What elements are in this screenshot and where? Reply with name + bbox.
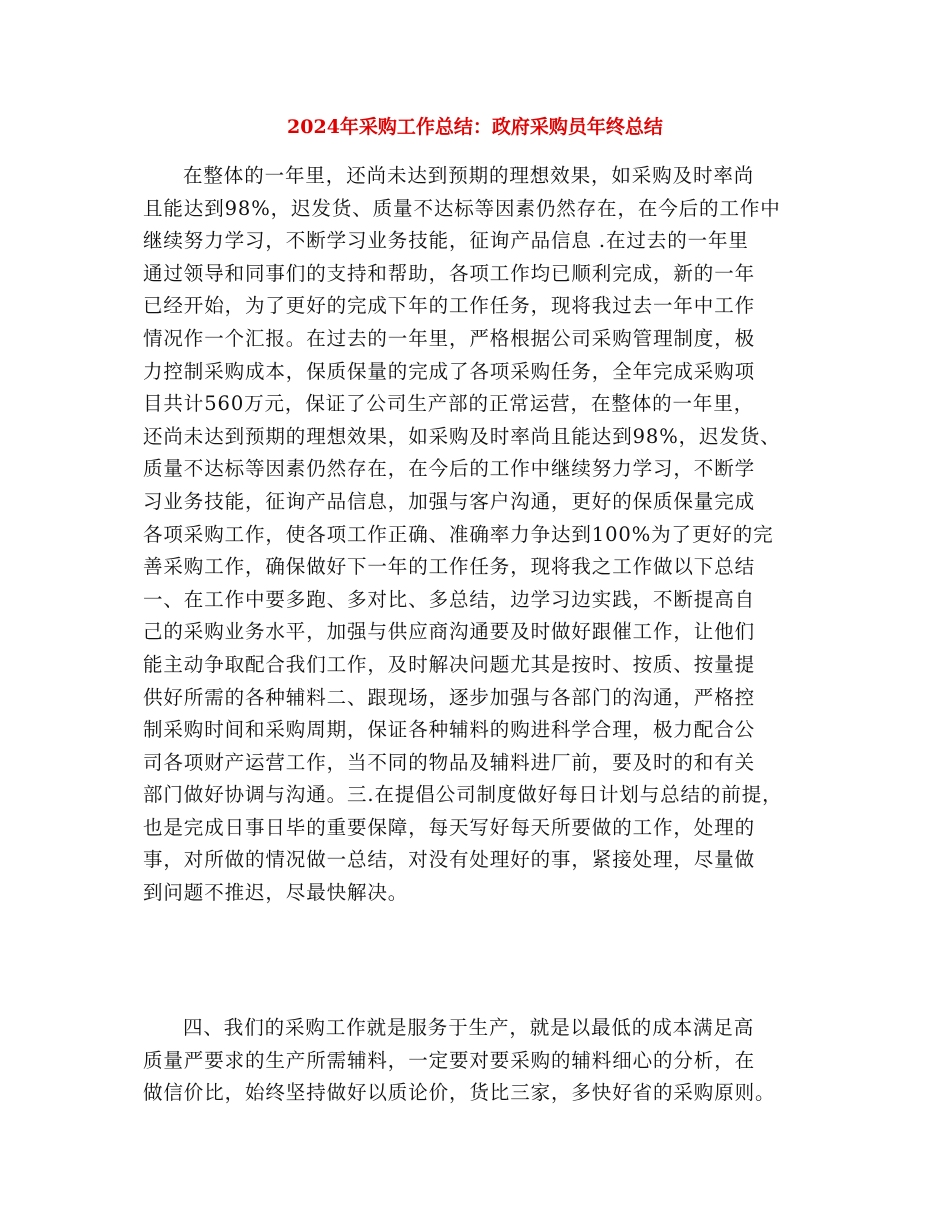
text-line: 做信价比，始终坚持做好以质论价，货比三家，多快好省的采购原则。	[143, 1081, 776, 1105]
body-paragraph-1	[143, 160, 813, 910]
text-line: 力控制采购成本，保质保量的完成了各项采购任务，全年完成采购项	[143, 359, 756, 383]
text-line: 一、在工作中要多跑、多对比、多总结，边学习边实践，不断提高自	[143, 587, 756, 611]
text-line: 司各项财产运营工作，当不同的物品及辅料进厂前，要及时的和有关	[143, 750, 756, 774]
text-line: 到问题不推迟，尽最快解决。	[143, 881, 409, 905]
text-line: 各项采购工作，使各项工作正确、准确率力争达到100%为了更好的完	[143, 522, 774, 546]
text-line: 情况作一个汇报。在过去的一年里，严格根据公司采购管理制度，极	[143, 326, 756, 350]
text-line: 四、我们的采购工作就是服务于生产，就是以最低的成本满足高	[183, 1016, 755, 1039]
text-line: 质量不达标等因素仍然存在，在今后的工作中继续努力学习，不断学	[143, 457, 756, 481]
text-line: 也是完成日事日毕的重要保障，每天写好每天所要做的工作，处理的	[143, 815, 756, 839]
text-line: 能主动争取配合我们工作，及时解决问题尤其是按时、按质、按量提	[143, 652, 756, 676]
text-line: 己的采购业务水平，加强与供应商沟通要及时做好跟催工作，让他们	[143, 620, 756, 644]
text-line: 在整体的一年里，还尚未达到预期的理想效果，如采购及时率尚	[183, 164, 755, 187]
text-line: 习业务技能，征询产品信息，加强与客户沟通，更好的保质保量完成	[143, 489, 756, 513]
text-line: 继续努力学习，不断学习业务技能，征询产品信息 .在过去的一年里	[143, 229, 749, 253]
text-line: 还尚未达到预期的理想效果，如采购及时率尚且能达到98%，迟发货、	[143, 424, 781, 448]
text-line: 事，对所做的情况做一总结，对没有处理好的事，紧接处理，尽量做	[143, 848, 756, 872]
text-line: 制采购时间和采购周期，保证各种辅料的购进科学合理，极力配合公	[143, 718, 756, 742]
text-line: 目共计560万元，保证了公司生产部的正常运营，在整体的一年里，	[143, 392, 755, 416]
text-line: 且能达到98%，迟发货、质量不达标等因素仍然存在，在今后的工作中	[143, 196, 781, 220]
text-line: 通过领导和同事们的支持和帮助，各项工作均已顺利完成，新的一年	[143, 261, 756, 285]
body-paragraph-2	[143, 1012, 813, 1110]
text-line: 质量严要求的生产所需辅料，一定要对要采购的辅料细心的分析，在	[143, 1048, 756, 1072]
text-line: 善采购工作，确保做好下一年的工作任务，现将我之工作做以下总结	[143, 555, 756, 579]
text-line: 已经开始，为了更好的完成下年的工作任务，现将我过去一年中工作	[143, 294, 756, 318]
document-title: 2024年采购工作总结：政府采购员年终总结	[287, 116, 663, 138]
text-line: 部门做好协调与沟通。三.在提倡公司制度做好每日计划与总结的前提，	[143, 783, 783, 807]
text-line: 供好所需的各种辅料二、跟现场，逐步加强与各部门的沟通，严格控	[143, 685, 756, 709]
